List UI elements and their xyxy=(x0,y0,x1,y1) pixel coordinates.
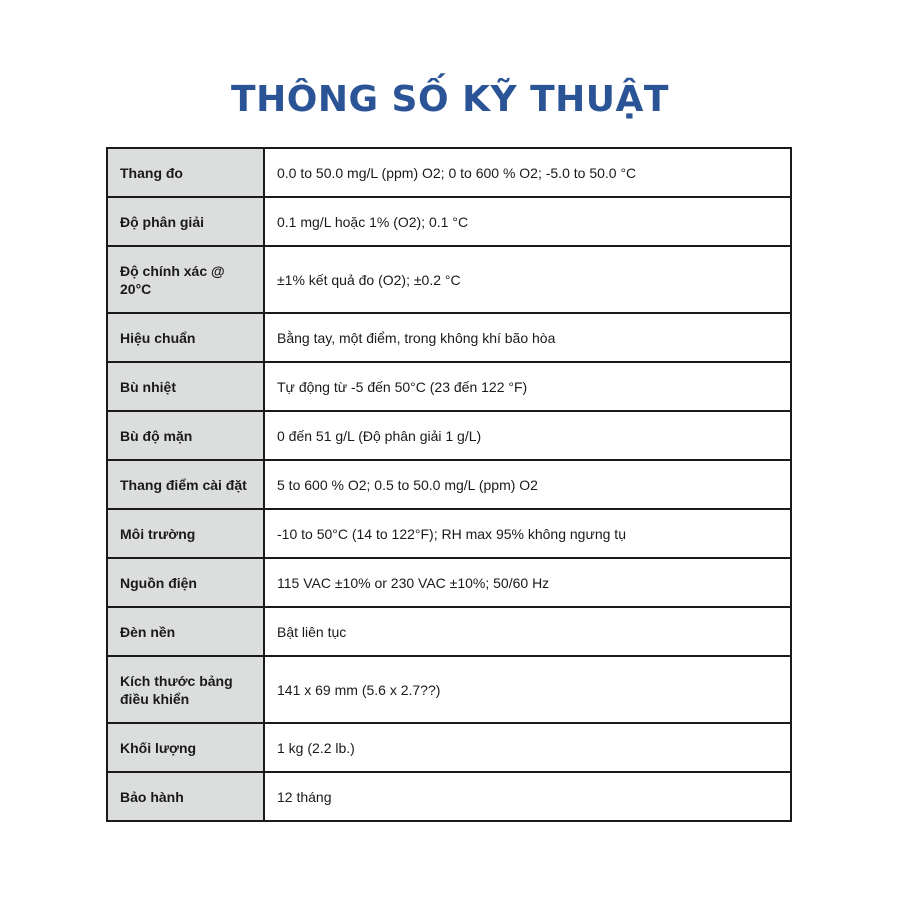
spec-label: Bảo hành xyxy=(107,772,264,821)
table-row-weight xyxy=(107,723,791,772)
spec-value: -10 to 50°C (14 to 122°F); RH max 95% không ngưng tụ xyxy=(264,509,791,558)
page-title: THÔNG SỐ KỸ THUẬT xyxy=(231,79,669,120)
spec-label: Bù nhiệt xyxy=(107,362,264,411)
table-row-backlight xyxy=(107,607,791,656)
spec-value: 0.0 to 50.0 mg/L (ppm) O2; 0 to 600 % O2; -5.0 to 50.0 °C xyxy=(264,148,791,197)
spec-label: Đèn nền xyxy=(107,607,264,656)
table-row-calibration xyxy=(107,313,791,362)
table-row-power-supply xyxy=(107,558,791,607)
table-row-resolution xyxy=(107,197,791,246)
table-row-environment xyxy=(107,509,791,558)
spec-value: 1 kg (2.2 lb.) xyxy=(264,723,791,772)
spec-table xyxy=(106,147,792,822)
table-row-temperature-compensation xyxy=(107,362,791,411)
spec-value: 0.1 mg/L hoặc 1% (O2); 0.1 °C xyxy=(264,197,791,246)
spec-value: Bật liên tục xyxy=(264,607,791,656)
spec-label: Thang điểm cài đặt xyxy=(107,460,264,509)
spec-value: 141 x 69 mm (5.6 x 2.7??) xyxy=(264,656,791,723)
spec-value: Tự động từ -5 đến 50°C (23 đến 122 °F) xyxy=(264,362,791,411)
table-row-panel-dimensions xyxy=(107,656,791,723)
table-row-setpoint-range xyxy=(107,460,791,509)
spec-label: Nguồn điện xyxy=(107,558,264,607)
spec-value: 115 VAC ±10% or 230 VAC ±10%; 50/60 Hz xyxy=(264,558,791,607)
spec-label: Bù độ mặn xyxy=(107,411,264,460)
table-row-accuracy xyxy=(107,246,791,313)
spec-label: Độ phân giải xyxy=(107,197,264,246)
table-row-warranty xyxy=(107,772,791,821)
spec-label: Thang đo xyxy=(107,148,264,197)
table-row-measurement-range xyxy=(107,148,791,197)
spec-value: 0 đến 51 g/L (Độ phân giải 1 g/L) xyxy=(264,411,791,460)
spec-label: Kích thước bảng điều khiển xyxy=(107,656,264,723)
spec-label: Hiệu chuẩn xyxy=(107,313,264,362)
table-row-salinity-compensation xyxy=(107,411,791,460)
spec-value: 12 tháng xyxy=(264,772,791,821)
spec-value: Bằng tay, một điểm, trong không khí bão hòa xyxy=(264,313,791,362)
spec-label: Khối lượng xyxy=(107,723,264,772)
spec-label: Môi trường xyxy=(107,509,264,558)
spec-label: Độ chính xác @ 20°C xyxy=(107,246,264,313)
spec-value: ±1% kết quả đo (O2); ±0.2 °C xyxy=(264,246,791,313)
spec-value: 5 to 600 % O2; 0.5 to 50.0 mg/L (ppm) O2 xyxy=(264,460,791,509)
